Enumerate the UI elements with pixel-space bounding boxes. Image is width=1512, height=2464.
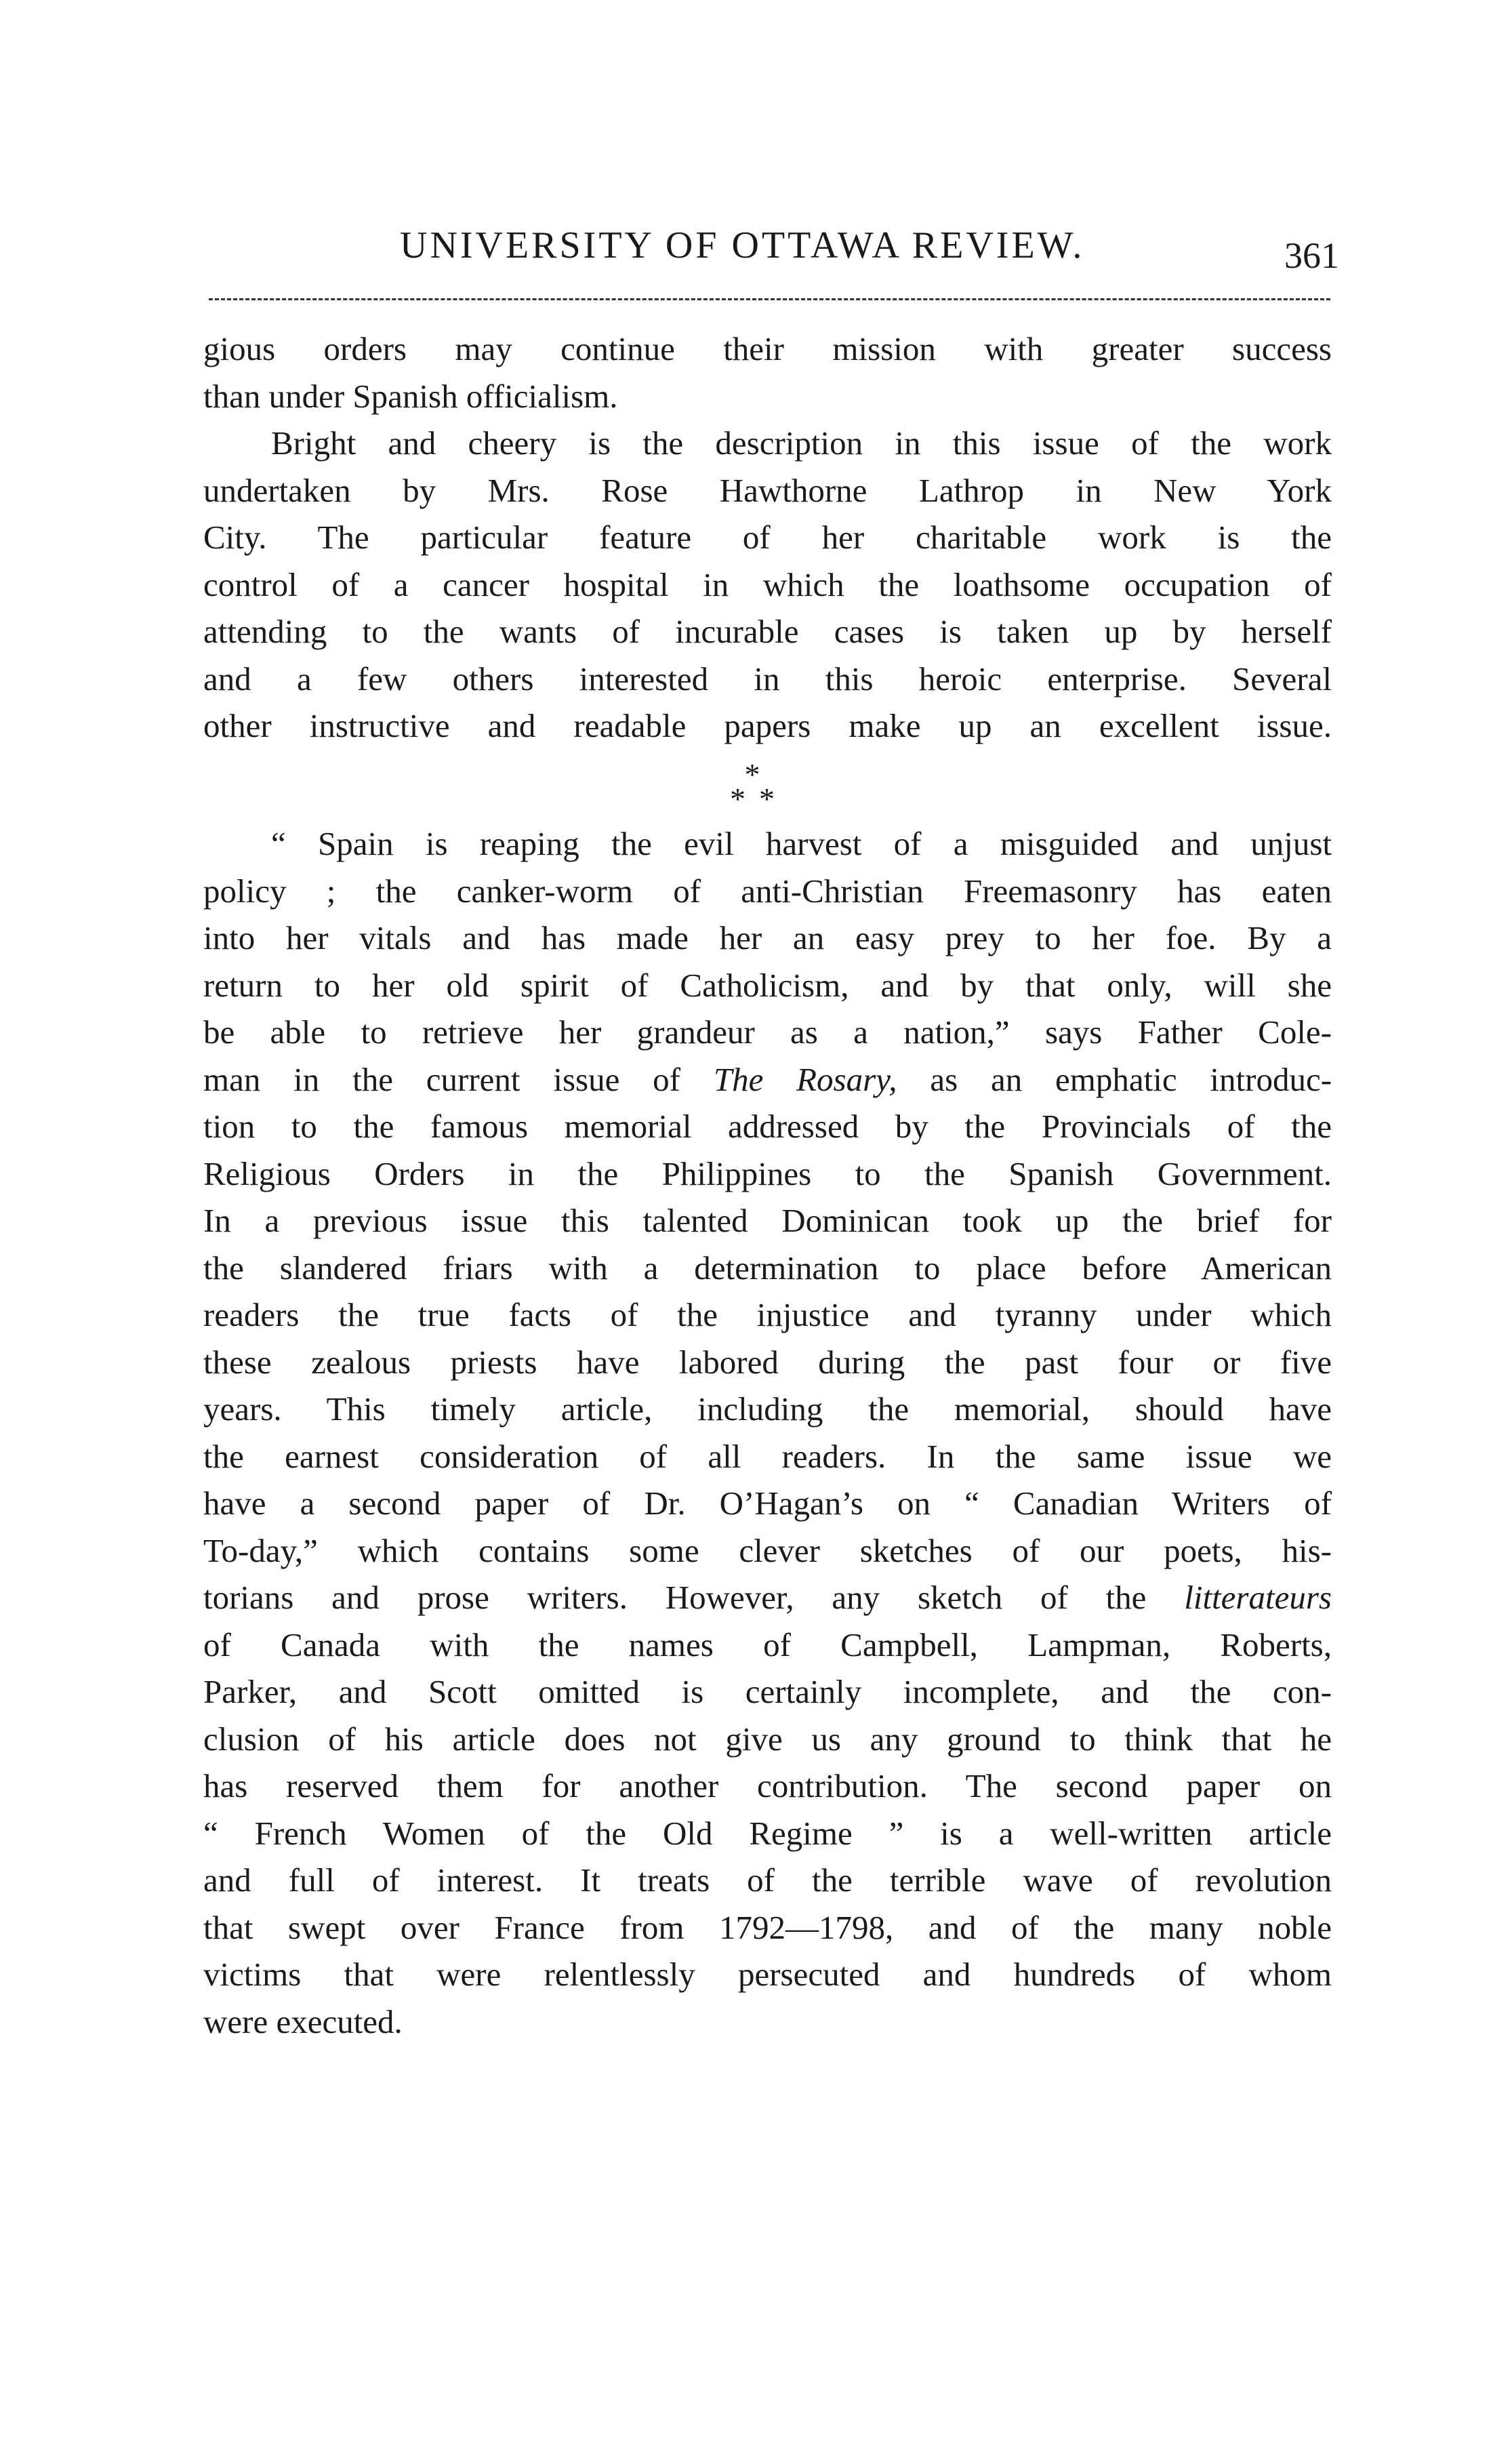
running-head: UNIVERSITY OF OTTAWA REVIEW. bbox=[400, 224, 1085, 266]
text-line: tion to the famous memorial addressed by the Provincials of the bbox=[203, 1108, 1332, 1145]
text-line: other instructive and readable papers make up an excellent issue. bbox=[203, 707, 1332, 744]
text-line: undertaken by Mrs. Rose Hawthorne Lathrop in New York bbox=[203, 471, 1332, 509]
text-line: Parker, and Scott omitted is certainly incomplete, and the con- bbox=[203, 1673, 1332, 1710]
text-line: and a few others interested in this heroic enterprise. Several bbox=[203, 660, 1332, 698]
text-line: City. The particular feature of her charitable work is the bbox=[203, 519, 1332, 556]
text-line: years. This timely article, including the memorial, should have bbox=[203, 1390, 1332, 1428]
text-line: readers the true facts of the injustice and tyranny under which bbox=[203, 1296, 1332, 1333]
text-line: return to her old spirit of Catholicism, and by that only, will she bbox=[203, 966, 1332, 1004]
text-line: To-day,” which contains some clever sketches of our poets, his- bbox=[203, 1531, 1332, 1569]
text-line: and full of interest. It treats of the terrible wave of revolution bbox=[203, 1861, 1332, 1899]
text-segment: torians and prose writers. However, any sketch of the bbox=[203, 1579, 1147, 1616]
body-text-bottom bbox=[203, 820, 1332, 2045]
body-text-top bbox=[203, 325, 1332, 750]
asterism-bottom-right: * bbox=[759, 782, 775, 816]
text-line: be able to retrieve her grandeur as a nation,” says Father Cole- bbox=[203, 1013, 1332, 1051]
text-line: clusion of his article does not give us any ground to think that he bbox=[203, 1720, 1332, 1758]
text-segment: as an emphatic introduc- bbox=[930, 1060, 1332, 1098]
asterism bbox=[712, 757, 793, 816]
page-number: 361 bbox=[1284, 235, 1339, 276]
text-line: “ Spain is reaping the evil harvest of a misguided and unjust bbox=[271, 825, 1332, 862]
text-line: the earnest consideration of all readers. In the same issue we bbox=[203, 1437, 1332, 1475]
text-line: Religious Orders in the Philippines to the Spanish Government. bbox=[203, 1154, 1332, 1192]
text-line: Bright and cheery is the description in this issue of the work bbox=[271, 424, 1332, 462]
text-line: control of a cancer hospital in which the loathsome occupation of bbox=[203, 565, 1332, 603]
text-segment: man in the current issue of bbox=[203, 1060, 680, 1098]
text-line: gious orders may continue their mission with greater success bbox=[203, 330, 1332, 367]
text-line: that swept over France from 1792—1798, and of the many noble bbox=[203, 1908, 1332, 1946]
asterism-bottom bbox=[712, 782, 793, 816]
italic-word-litterateurs: litterateurs bbox=[1184, 1579, 1332, 1616]
text-line: attending to the wants of incurable cases is taken up by herself bbox=[203, 613, 1332, 650]
text-line: In a previous issue this talented Dominican took up the brief for bbox=[203, 1202, 1332, 1239]
text-line: into her vitals and has made her an easy prey to her foe. By a bbox=[203, 919, 1332, 956]
text-line: have a second paper of Dr. O’Hagan’s on “ Canadian Writers of bbox=[203, 1485, 1332, 1522]
text-line: were executed. bbox=[203, 2002, 403, 2040]
text-line: the slandered friars with a determination to place before American bbox=[203, 1249, 1332, 1287]
text-line-with-italic bbox=[203, 1056, 1332, 1104]
text-line: victims that were relentlessly persecuted and hundreds of whom bbox=[203, 1956, 1332, 1993]
asterism-bottom-left: * bbox=[730, 782, 745, 816]
text-line: these zealous priests have labored during the past four or five bbox=[203, 1343, 1332, 1381]
text-line: “ French Women of the Old Regime ” is a well-written article bbox=[203, 1814, 1332, 1852]
header-rule bbox=[209, 298, 1330, 300]
text-line: than under Spanish officialism. bbox=[203, 377, 618, 415]
italic-title-rosary: The Rosary, bbox=[713, 1060, 897, 1098]
text-line: has reserved them for another contribution. The second paper on bbox=[203, 1767, 1332, 1804]
asterism-top: * bbox=[744, 757, 760, 792]
text-line-with-italic bbox=[203, 1574, 1332, 1621]
text-line: of Canada with the names of Campbell, Lampman, Roberts, bbox=[203, 1625, 1332, 1663]
text-line: policy ; the canker-worm of anti-Christian Freemasonry has eaten bbox=[203, 872, 1332, 910]
